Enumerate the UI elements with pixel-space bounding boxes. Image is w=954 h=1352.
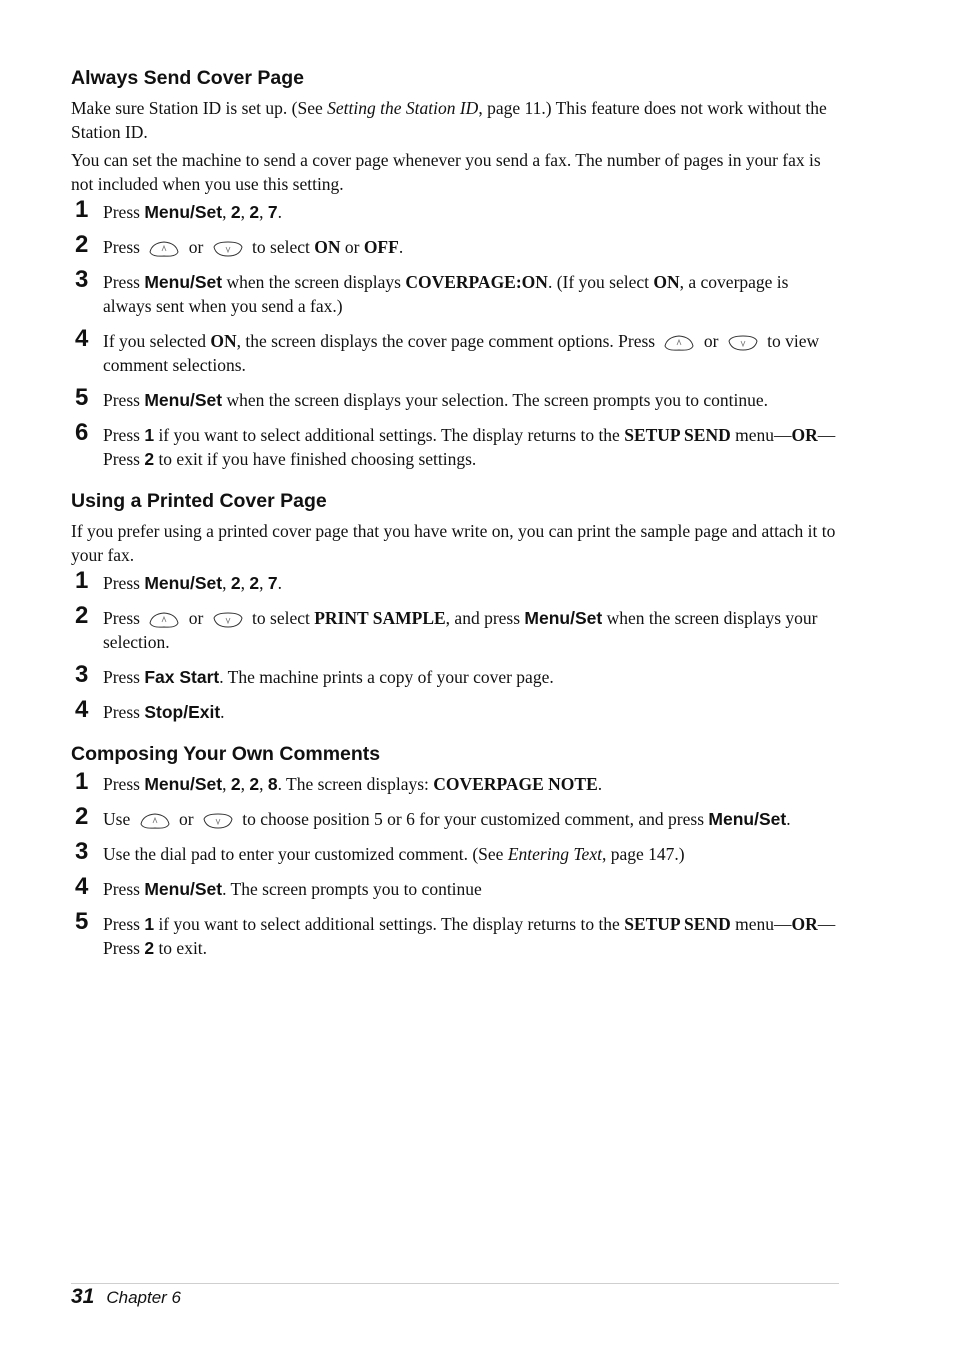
section-heading: Always Send Cover Page [71, 67, 305, 89]
down-arrow-key-icon [727, 334, 759, 352]
step-number: 2 [75, 803, 89, 830]
step-text: Stop/Exit [144, 702, 221, 722]
step-text: Menu/Set [144, 202, 223, 222]
step-text: menu— [730, 425, 792, 445]
step-text: to select [247, 237, 315, 257]
step-text: ON [314, 237, 341, 257]
step-text: Menu/Set [144, 879, 223, 899]
page-number: 31 [71, 1285, 95, 1308]
step-text: Press [103, 667, 145, 687]
step-text: , page 147.) [601, 844, 685, 864]
step-text: or [184, 608, 208, 628]
step-text: , [222, 573, 231, 593]
section-always-send-cover-page [71, 66, 841, 471]
step-item [71, 325, 841, 377]
step-text: SETUP SEND [624, 425, 731, 445]
step-text: . [398, 237, 404, 257]
step-text: Fax Start [144, 667, 220, 687]
step-text: Menu/Set [144, 573, 223, 593]
step-text: Press [103, 774, 145, 794]
step-text: when the screen displays [222, 272, 406, 292]
page-footer [71, 1285, 181, 1309]
step-text: 2 [230, 774, 241, 794]
step-text: Menu/Set [144, 390, 223, 410]
step-text: . [220, 702, 225, 722]
up-arrow-key-icon [148, 611, 180, 629]
step-list [71, 196, 841, 471]
step-text: when the screen displays your selection. [103, 608, 818, 652]
step-text: Make sure Station ID is set up. (See [71, 98, 328, 118]
step-text: . The screen displays: [277, 774, 434, 794]
step-item [71, 873, 841, 901]
step-text: if you want to select additional settings. The display returns to the [154, 425, 625, 445]
step-text: to select [247, 608, 315, 628]
step-number: 2 [75, 231, 89, 258]
step-item [71, 231, 841, 259]
step-number: 4 [75, 696, 89, 723]
step-item [71, 419, 841, 471]
section-heading: Composing Your Own Comments [71, 743, 381, 765]
step-text: , [240, 202, 250, 222]
down-arrow-key-icon [212, 240, 244, 258]
step-text: . [786, 809, 791, 829]
step-text: , [222, 202, 231, 222]
up-arrow-key-icon [139, 812, 171, 830]
step-text: menu— [730, 914, 792, 934]
step-text: Menu/Set [708, 809, 787, 829]
step-text: Press [103, 573, 145, 593]
step-text: or [340, 237, 364, 257]
step-item [71, 803, 841, 831]
step-text: . [597, 774, 603, 794]
step-text: 2 [230, 202, 241, 222]
step-text: , [240, 774, 250, 794]
step-text: to exit if you have finished choosing settings. [154, 449, 477, 469]
step-text: —Press [103, 914, 836, 958]
chapter-label: Chapter 6 [106, 1288, 182, 1307]
section-heading: Using a Printed Cover Page [71, 490, 327, 512]
step-item [71, 602, 841, 654]
step-text: , a coverpage is always sent when you send a fax.) [103, 272, 789, 316]
page-content [71, 66, 841, 971]
step-text: Press [103, 237, 145, 257]
step-item [71, 384, 841, 412]
step-item [71, 768, 841, 796]
step-text: PRINT SAMPLE [314, 608, 446, 628]
step-text: Press [103, 425, 145, 445]
down-arrow-key-icon [212, 611, 244, 629]
step-number: 5 [75, 908, 89, 935]
step-text: to choose position 5 or 6 for your customized comment, and press [237, 809, 709, 829]
step-item [71, 196, 841, 224]
step-text: Press [103, 914, 145, 934]
step-number: 1 [75, 567, 89, 594]
step-text: , [259, 573, 268, 593]
step-text: COVERPAGE NOTE [433, 774, 598, 794]
up-arrow-key-icon [663, 334, 695, 352]
step-text: 7 [267, 202, 278, 222]
step-item [71, 908, 841, 960]
step-text: to view comment selections. [103, 331, 820, 375]
step-text: when the screen displays your selection. The screen prompts you to continue. [222, 390, 769, 410]
step-text: or [184, 237, 208, 257]
step-text: 2 [249, 573, 260, 593]
step-text: , page 11.) This feature does not work without the Station ID. [71, 98, 827, 142]
step-text: Menu/Set [144, 774, 223, 794]
step-text: , [240, 573, 250, 593]
step-number: 4 [75, 873, 89, 900]
step-text: . The machine prints a copy of your cover page. [219, 667, 554, 687]
step-text: OFF [363, 237, 399, 257]
step-item [71, 838, 841, 866]
step-text: if you want to select additional settings. The display returns to the [154, 914, 625, 934]
footer-divider [71, 1283, 839, 1284]
step-item [71, 266, 841, 318]
step-text: . [277, 573, 282, 593]
step-text: , [259, 202, 268, 222]
section-composing-own-comments [71, 742, 841, 960]
step-text: . [277, 202, 282, 222]
step-item [71, 661, 841, 689]
step-text: SETUP SEND [624, 914, 731, 934]
step-text: 1 [144, 425, 155, 445]
step-text: ON [653, 272, 680, 292]
step-text: COVERPAGE:ON [405, 272, 548, 292]
step-text: , [222, 774, 231, 794]
step-number: 1 [75, 196, 89, 223]
step-text: . (If you select [547, 272, 654, 292]
step-text: 8 [267, 774, 278, 794]
section-using-printed-cover-page [71, 489, 841, 724]
step-text: Menu/Set [524, 608, 603, 628]
paragraph: You can set the machine to send a cover page whenever you send a fax. The number of pages in your fax is not included when you use this setting. [71, 150, 821, 194]
step-item [71, 567, 841, 595]
step-number: 3 [75, 838, 89, 865]
step-list [71, 567, 841, 724]
step-text: 2 [144, 938, 155, 958]
step-text: Menu/Set [144, 272, 223, 292]
step-text: —Press [103, 425, 836, 469]
step-text: Use [103, 809, 135, 829]
step-text: . The screen prompts you to continue [222, 879, 482, 899]
step-number: 4 [75, 325, 89, 352]
step-item [71, 696, 841, 724]
step-text: Press [103, 272, 145, 292]
step-text: Press [103, 702, 145, 722]
step-text: Press [103, 390, 145, 410]
step-text: , [259, 774, 268, 794]
step-text: to exit. [154, 938, 208, 958]
paragraph: If you prefer using a printed cover page that you have write on, you can print the sample page and attach it to your fax. [71, 521, 836, 565]
step-text: , and press [445, 608, 525, 628]
step-text: 1 [144, 914, 155, 934]
step-text: OR [791, 914, 818, 934]
step-text: ON [210, 331, 237, 351]
up-arrow-key-icon [148, 240, 180, 258]
step-text: , the screen displays the cover page comment options. Press [236, 331, 660, 351]
step-text: Press [103, 879, 145, 899]
step-text: or [699, 331, 723, 351]
step-text: or [174, 809, 198, 829]
step-number: 1 [75, 768, 89, 795]
down-arrow-key-icon [202, 812, 234, 830]
step-number: 3 [75, 266, 89, 293]
step-text: 2 [249, 774, 260, 794]
step-list [71, 768, 841, 960]
step-text: OR [791, 425, 818, 445]
step-text: Press [103, 202, 145, 222]
step-text: Setting the Station ID [327, 98, 479, 118]
step-text: 2 [230, 573, 241, 593]
step-text: 2 [144, 449, 155, 469]
step-text: Use the dial pad to enter your customized comment. (See [103, 844, 508, 864]
step-number: 5 [75, 384, 89, 411]
step-number: 2 [75, 602, 89, 629]
paragraph [71, 96, 841, 144]
step-text: If you selected [103, 331, 211, 351]
step-text: Entering Text [507, 844, 602, 864]
step-text: Press [103, 608, 145, 628]
step-text: 7 [267, 573, 278, 593]
step-text: 2 [249, 202, 260, 222]
step-number: 6 [75, 419, 89, 446]
step-number: 3 [75, 661, 89, 688]
